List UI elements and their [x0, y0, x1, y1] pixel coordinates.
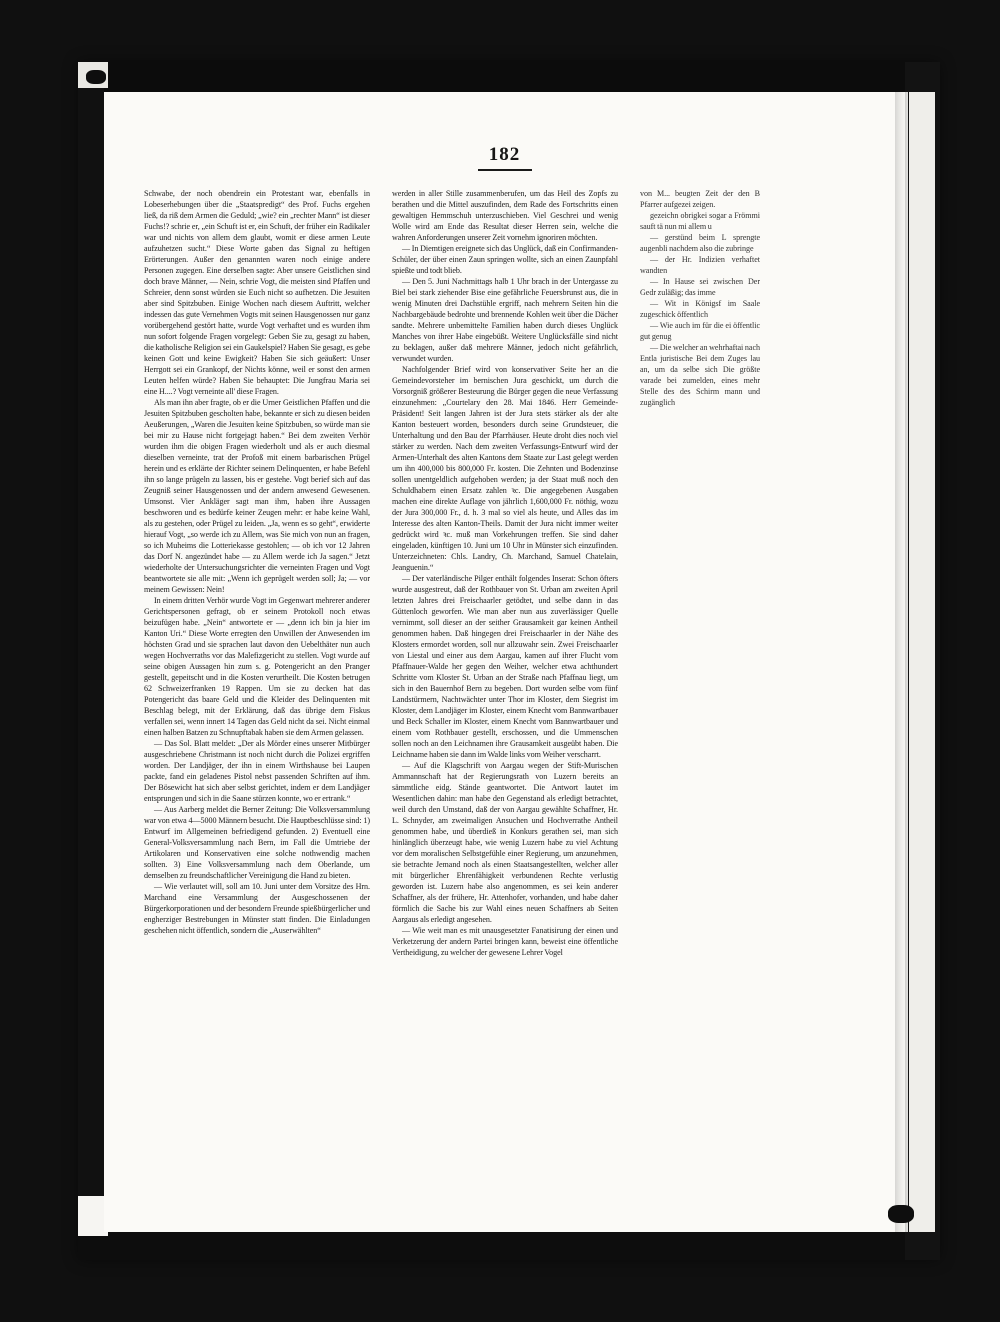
paragraph: — Wie auch im für die ei öffentlic gut genug [640, 321, 760, 341]
paragraph: — In Diemtigen ereignete sich das Unglück, daß ein Confirmanden-Schüler, der über einen Zaun springen wollte, sich an einen Zaunpfahl spießte und todt blieb. [392, 244, 618, 275]
column-right [392, 188, 618, 1208]
paragraph: — Der vaterländische Pilger enthält folgendes Inserat: Schon öfters wurde ausgestreut, daß der Rothbauer von St. Urban am zweiten April letzten Jahres drei Freischaarler getödtet, und selbe dann in das Güttenloch geworfen. Wie man aber nun aus zuverlässiger Quelle vernimmt, soll dieser an der seither Grausamkeit gar keinen Antheil genommen haben. Daß hingegen drei Freischaarler in der Nähe des Klosters ermordet worden, soll nur allzuwahr sein. Zwei Freischaarler von Liestal und einer aus dem Aargau, kamen auf ihrer Flucht vom Pfaffnauer-Walde her gegen den Weiher, welcher etwa achthundert Schritte vom Kloster St. Urban an der Straße nach Pfaffnau liegt, um sich in den Bauernhof Bern zu begeben. Dort wurden selbe vom fünf Landstürmern, Nachtwächter unter Thor im Kloster, dem Siegrist im Kloster, dem Landjäger im Kloster, einem Knecht vom Bannwartbauer und Beck Schaller im Kloster, einem Knecht vom Bannwartbauer und einem vom Rothbauer gestellt, erschossen, und die Ummenschen sollen noch an den Leichnamen ihre Grausamkeit ausgeübt haben. Die Leichname haben sie dann im Walde links vom Weiher verscharrt. [392, 574, 618, 759]
paragraph: — Das Sol. Blatt meldet: „Der als Mörder eines unserer Mitbürger ausgeschriebene Christmann ist noch nicht durch die Polizei ergriffen worden. Der Landjäger, der ihn in einem Wirthshause bei Laupen packte, fand ein geladenes Pistol nebst passenden Schriften auf ihm. Der Bösewicht hat sich aber selbst gerichtet, indem er dem Landjäger entsprungen und sich in die Saane stürzen konnte, wo er ertrank.“ [144, 739, 370, 803]
page-gutter-shadow [895, 92, 909, 1232]
column-left [144, 188, 370, 1208]
paragraph: — Wie weit man es mit unausgesetzter Fanatisirung der einen und Verketzerung der andern Partei bringen kann, beweist eine öffentliche Vertheidigung, zu welcher der gewesene Lehrer Vogel [392, 926, 618, 957]
paragraph: Schwabe, der noch obendrein ein Protestant war, ebenfalls in Lobeserhebungen über die „Staatspredigt“ des Prof. Fuchs ergehen ließ, da riß dem Armen die Geduld; „wie? ein „rechter Mann“ ist dieser Fuchs!? schrie er, „ein Schuft ist er, ein Schuft, der früher ein Radikaler war und nichts von allem dem glaubt, womit er diese armen Leute aufzuhetzen sucht.“ Diese Worte gaben das Signal zu heftigen Erörterungen. Außer den genannten waren noch einige andere Personen zugegen. Eine derselben sagte: Aber unsere Geistlichen sind doch brave Männer, — Nein, schrie Vogt, die meisten sind Pfaffen und Schreier, denn sonst würden sie Euch nicht so aufhetzen. Die Jesuiten aber sind Spitzbuben. Einige Wochen nach diesem Auftritt, welcher indessen das gute Vernehmen Vogts mit seinen Hausgenossen nur ganz vorübergehend gestört hatte, wurde Vogt verhaftet und es wurden ihm nun sofort folgende Fragen vorgelegt: Geben Sie zu, gesagt zu haben, die katholische Religion sei ein Gaukelspiel? Haben Sie gesagt, es gebe keinen Gott und keine Ewigkeit? Haben Sie sich geäußert: Unser Herrgott sei ein Grankopf, der Nichts könne, weil er sonst den armen Leuten helfen würde? Haben Sie behauptet: Die Jungfrau Maria sei eine H....? Vogt verneinte all' diese Fragen. [144, 189, 370, 396]
paragraph: — Den 5. Juni Nachmittags halb 1 Uhr brach in der Untergasse zu Biel bei stark ziehender Bise eine gefährliche Feuersbrunst aus, die in wenig Minuten drei Dachstühle ergriff, nach mehrern Seiten hin die Nachbargebäude bedrohte und brennende Kohlen weit über die Dächer sandte. Mehrere unbemittelte Familien haben durch dieses Unglück Manches von ihrer Habe eingebüßt. Weitere Unglücksfälle sind nicht zu beklagen, außer daß mehrere Männer, jedoch nicht gefährlich, verwundet wurden. [392, 277, 618, 363]
paragraph: — Aus Aarberg meldet die Berner Zeitung: Die Volksversammlung war von etwa 4—5000 Männern besucht. Die Hauptbeschlüsse sind: 1) Entwurf im Allgemeinen befriedigend gefunden. 2) Eventuell eine General-Volksversammlung nach Bern, im Fall die Umtriebe der Artikolaren und Konservativen eine solche nothwendig machen sollten. 3) Eine Volksversammlung nach dem Oberlande, um demselben zu freundschaftlicher Vereinigung die Hand zu bieten. [144, 805, 370, 880]
adjacent-page [909, 92, 935, 1232]
column-next-page-fragment [640, 188, 760, 1208]
paragraph: Nachfolgender Brief wird von konservativer Seite her an die Gemeindevorsteher im bernischen Jura geschickt, um durch die Vorsorgniß größerer Besteurung die Bürger gegen die neue Verfassung einzunehmen: „Courtelary den 28. Mai 1846. Herr Gemeinde-Präsident! Seit langen Jahren ist der Jura stets stärker als der alte Kanton besteuert worden, besonders durch seine Grundsteuer, die Unterhaltung und den Bau der Pfarrhäuser. Heute droht dies noch viel stärker zu werden. Nach dem zweiten Verfassungs-Entwurf wird der Armen-Unterhalt des alten Kantons dem Staate zur Last gelegt werden um ihn 400,000 bis 800,000 Fr. kosten. Die Zehnten und Bodenzinse sollen unentgeldlich aufgehoben werden; ja der Staat muß noch den Schuldhabern einen Ersatz zahlen ꝛc. Die angegebenen Ausgaben machen eine direkte Auflage von jährlich 1,600,000 Fr. nöthig, wozu der Jura 300,000 Fr., d. h. 3 mal so viel als heute, und Alles das im Interesse des alten Kanton-Theils. Damit der Jura nicht immer weiter gedrückt wird ꝛc. muß man Vorkehrungen treffen. Sie sind daher eingeladen, künftigen 10. Juni um 10 Uhr in Münster sich einzufinden. Unterzeichneten: Chls. Landry, Ch. Marchand, Samuel Chatelain, Jeanguenin.“ [392, 365, 618, 572]
paragraph: — gerstünd beim L sprengte augenbli nachdem also die zubringe [640, 233, 760, 253]
paragraph: — Wit in Königsf im Saale zugeschick öffentlich [640, 299, 760, 319]
scan-edge-left [78, 62, 104, 1260]
paragraph: In einem dritten Verhör wurde Vogt im Gegenwart mehrerer anderer Gerichtspersonen gefragt, ob er seinem Protokoll noch etwas beizufügen habe. „Nein“ antwortete er — „denn ich bin ja hier im Kanton Uri.“ Diese Worte erregten den Unwillen der Anwesenden im höchsten Grad und sie sprachen laut davon den Uebelthäter nun auch wegen Hochverraths vor das Malefizgericht zu stellen. Vogt wurde auf seine obigen Aussagen hin zum s. g. Potengericht an den Pranger gestellt, gepeitscht und in die Kosten verurtheilt. Die Kosten betrugen 62 Schweizerfranken 19 Rappen. Um sie zu decken hat das Potengericht das baare Geld und die Kleider des Delinquenten mit Beschlag belegt, mit der Erklärung, daß das übrige dem Fiskus verfallen sei, wenn innert 14 Tagen das Geld nicht da sei. Nicht einmal einen halben Batzen zu Schnupftabak haben sie dem Armen gelassen. [144, 596, 370, 737]
paragraph: werden in aller Stille zusammenberufen, um das Heil des Zopfs zu berathen und die Mittel auszufinden, dem Rade des Fortschritts einen gewaltigen Hemmschuh unterzuschieben. Viel Geschrei und wenig Wolle wird am Ende das Resultat dieser Herren sein, welche die wahren Anforderungen unserer Zeit vornehm ignoriren möchten. [392, 189, 618, 242]
text-columns [144, 188, 870, 1208]
page-number [104, 144, 905, 171]
paragraph: — Die welcher an wehrhaftai nach Entla juristische Bei dem Zuges lau an, um da selbe sich Die größte varade bei zumelden, eines mehr Stelle des des Schirm mann und zugänglich [640, 343, 760, 407]
paragraph: — Auf die Klagschrift von Aargau wegen der Stift-Murischen Ammannschaft hat der Regierungsrath von Luzern bereits an sämmtliche eidg. Stände geantwortet. Die Antwort lautet im Wesentlichen dahin: man habe den Gegenstand als erledigt betrachtet, weil durch den Umstand, daß der von Aargau gewählte Schaffner, Hr. L. Schnyder, am zweimaligen Ansuchen und Hochverrathe Antheil genommen habe, und überdieß in Konkurs gerathen sei, man sich hinlänglich überzeugt habe, wie wenig Luzern habe zu viel Achtung vor dem moralischen Selbstgefühle einer Regierung, um anzunehmen, sie betrachte Jemand noch als einen Staatsangestellten, welcher aller mit bürgerlicher Ehrenfähigkeit verbundenen Rechte verlustig geworden ist. Luzern habe also angenommen, es sei kein anderer Schaffner, als der frühere, Hr. Attenhofer, vorhanden, und habe daher förmlich die Sache bis zur Wahl eines neuen Schaffners ab Seiten Aargaus als erledigt angesehen. [392, 761, 618, 924]
page-number-rule [478, 169, 532, 171]
paragraph: — In Hause sei zwischen Der Gedr zuläßig; das imme [640, 277, 760, 297]
paragraph: gezeichn obrigkei sogar a Frömmi sauft tä nun mi allem u [640, 211, 760, 231]
paragraph: Als man ihn aber fragte, ob er die Urner Geistlichen Pfaffen und die Jesuiten Spitzbuben gescholten habe, bekannte er sich zu diesen beiden Aeußerungen, „Waren die Jesuiten keine Spitzbuben, so würde man sie bei mir zu Hause nicht fortgejagt haben.“ Bei dem zweiten Verhör wurden ihm die obigen Fragen wiederholt und als er auch diesmal dieselben verneinte, trat der Profoß mit einem barbarischen Prügel herein und es erklärte der Richter seinem Delinquenten, er habe Befehl ihn so lange prügeln zu lassen, bis er gestehe. Vogt berief sich auf das Zeugniß seiner Hausgenossen und der andern anwesend Gewesenen. Umsonst. Vier Ankläger sagt man ihm, haben ihre Aussagen beschworen und es bedürfe keiner Zeugen mehr: er habe keine Wahl, als zu gestehen, oder Prügel zu leiden. „Ja, wenn es so geht“, erwiderte hierauf Vogt, „so werde ich zu Allem, was Sie mich von nun an fragen, so ich Muheims die Lotteriekasse gestohlen; — ob ich vor 12 Jahren das Dorf N. angezündet habe — zu Allem werde ich Ja sagen.“ Jetzt wiederholte der Untersuchungsrichter die verneinten Fragen und Vogt beantwortete sie alle mit: „Wenn ich geprügelt werden soll; Ja; — vor meinem Gewissen: Nein! [144, 398, 370, 594]
paragraph: — der Hr. Indizien verhaftet wandten [640, 255, 760, 275]
scan-artifact [86, 70, 106, 84]
paragraph: — Wie verlautet will, soll am 10. Juni unter dem Vorsitze des Hrn. Marchand eine Versammlung der Ausgeschossenen der Bürgerkorporationen und der besondern Freunde spießbürgerlicher und engherziger Bestrebungen in Münster statt finden. Die Einladungen geschehen nicht öffentlich, sondern die „Auserwählten“ [144, 882, 370, 935]
scan-edge-top [78, 62, 940, 92]
scan-artifact [888, 1205, 914, 1223]
paragraph: von M... beugten Zeit der den B Pfarrer aufgezei zeigen. [640, 189, 760, 209]
scan-edge-bottom [78, 1232, 940, 1260]
printed-page [104, 92, 905, 1232]
page-number-text: 182 [488, 144, 521, 165]
